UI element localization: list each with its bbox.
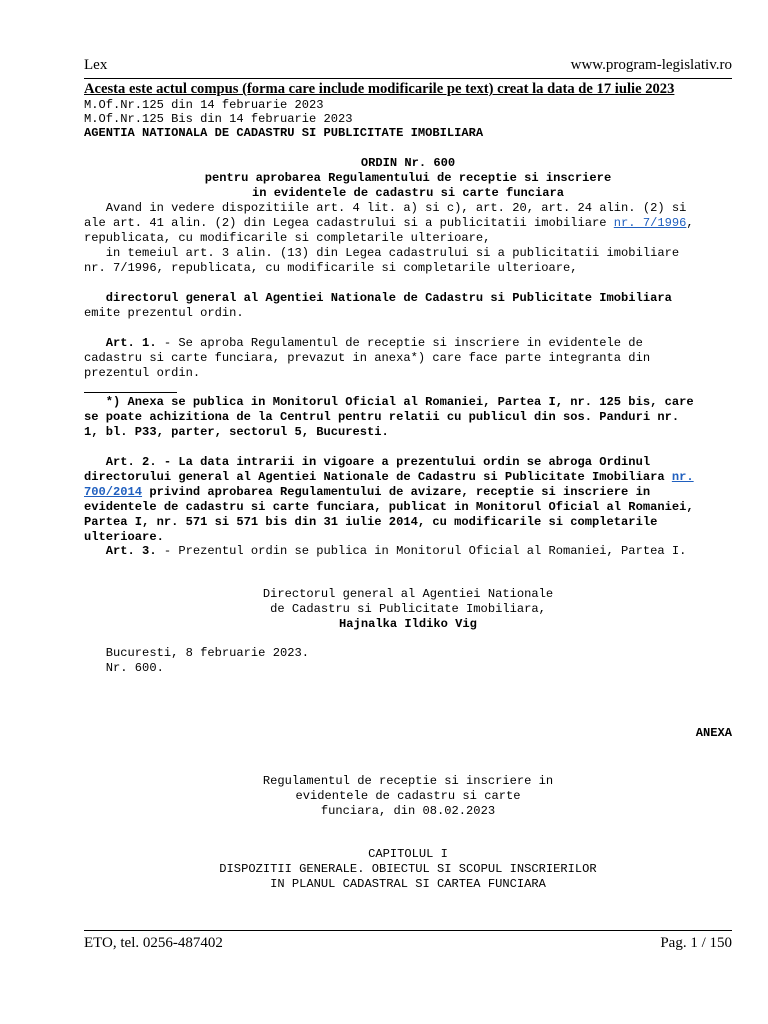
preamble-line-1: Avand in vedere dispozitiile art. 4 lit. a) si c), art. 20, art. 24 alin. (2) si (84, 201, 687, 215)
footnote-separator (84, 392, 177, 393)
agency-name: AGENTIA NATIONALA DE CADASTRU SI PUBLICITATE IMOBILIARA (84, 126, 484, 140)
preamble-line-3: republicata, cu modificarile si completarile ulterioare, (84, 231, 491, 245)
footnote-line-2: se poate achizitiona de la Centrul pentru relatii cu publicul din sos. Panduri nr. (84, 410, 680, 424)
order-number: Nr. 600. (84, 661, 164, 675)
art-2-text: directorului general al Agentiei Nationale de Cadastru si Publicitate Imobiliara (84, 470, 672, 484)
capitol-title: CAPITOLUL I (368, 847, 448, 861)
law-7-1996-link[interactable]: nr. 7/1996 (613, 216, 687, 230)
header-left: Lex (84, 57, 108, 73)
ordin-title: ORDIN Nr. 600 (360, 156, 456, 170)
art-2-line-6: ulterioare. (84, 530, 164, 544)
page-number: Pag. 1 / 150 (660, 935, 732, 951)
emite-line: emite prezentul ordin. (84, 306, 244, 320)
art-2-text-cont: privind aprobarea Regulamentului de avizare, receptie si inscriere in (142, 485, 651, 499)
mof-line-2: M.Of.Nr.125 Bis din 14 februarie 2023 (84, 112, 353, 126)
mof-line-1: M.Of.Nr.125 din 14 februarie 2023 (84, 98, 324, 112)
art-2-line-5: Partea I, nr. 571 si 571 bis din 31 iulie 2014, cu modificarile si completarile (84, 515, 658, 529)
art-1-line-3: prezentul ordin. (84, 366, 201, 380)
regulament-title-1: Regulamentul de receptie si inscriere in (262, 774, 554, 788)
ordin-subtitle-1: pentru aprobarea Regulamentului de receptie si inscriere (204, 171, 612, 185)
art-3-text: - Prezentul ordin se publica in Monitorul Oficial al Romaniei, Partea I. (156, 544, 687, 558)
capitol-line-1: DISPOZITII GENERALE. OBIECTUL SI SCOPUL INSCRIERILOR (219, 862, 597, 876)
capitol-line-2: IN PLANUL CADASTRAL SI CARTEA FUNCIARA (270, 877, 546, 891)
regulament-title-3: funciara, din 08.02.2023 (320, 804, 496, 818)
art-1-line-2: cadastru si carte funciara, prevazut in anexa*) care face parte integranta din (84, 351, 651, 365)
ordin-700-2014-link-cont[interactable]: 700/2014 (84, 485, 143, 499)
header-right: www.program-legislativ.ro (570, 57, 732, 73)
art-3-line (84, 544, 732, 559)
art-1-text: - Se aproba Regulamentul de receptie si inscriere in evidentele de (156, 336, 643, 350)
signature-line-2: de Cadastru si Publicitate Imobiliara, (270, 602, 546, 616)
art-2-line-3 (84, 485, 732, 500)
preamble-line-2 (84, 216, 732, 231)
preamble-line-5: nr. 7/1996, republicata, cu modificarile si completarile ulterioare, (84, 261, 578, 275)
preamble-line-4: in temeiul art. 3 alin. (13) din Legea cadastrului si a publicitatii imobiliare (84, 246, 680, 260)
compus-notice: Acesta este actul compus (forma care include modificarile pe text) creat la data de 17 iulie 2023 (84, 81, 675, 97)
anexa-label: ANEXA (695, 726, 732, 740)
preamble-comma: , (686, 216, 694, 230)
header-rule (84, 78, 732, 79)
art-2-line-1: Art. 2. - La data intrarii in vigoare a prezentului ordin se abroga Ordinul (84, 455, 651, 469)
place-date: Bucuresti, 8 februarie 2023. (84, 646, 309, 660)
page-header (84, 57, 732, 77)
footer-left: ETO, tel. 0256-487402 (84, 935, 223, 951)
signatory-name: Hajnalka Ildiko Vig (339, 617, 477, 631)
art-2-line-2 (84, 470, 732, 485)
art-3-label: Art. 3. (84, 544, 157, 558)
art-1-line-1 (84, 336, 732, 351)
page-footer (84, 935, 732, 955)
director-line: directorul general al Agentiei Nationale de Cadastru si Publicitate Imobiliara (84, 291, 672, 305)
preamble-text: ale art. 41 alin. (2) din Legea cadastrului si a publicitatii imobiliare (84, 216, 614, 230)
footnote-line-1: *) Anexa se publica in Monitorul Oficial al Romaniei, Partea I, nr. 125 bis, care (84, 395, 694, 409)
regulament-title-2: evidentele de cadastru si carte (295, 789, 521, 803)
ordin-subtitle-2: in evidentele de cadastru si carte funciara (251, 186, 565, 200)
art-1-label: Art. 1. (84, 336, 157, 350)
footer-rule (84, 930, 732, 931)
ordin-700-2014-link[interactable]: nr. (671, 470, 694, 484)
footnote-line-3: 1, bl. P33, parter, sectorul 5, Bucuresti. (84, 425, 389, 439)
signature-line-1: Directorul general al Agentiei Nationale (262, 587, 554, 601)
art-2-line-4: evidentele de cadastru si carte funciara, publicat in Monitorul Oficial al Romaniei, (84, 500, 694, 514)
